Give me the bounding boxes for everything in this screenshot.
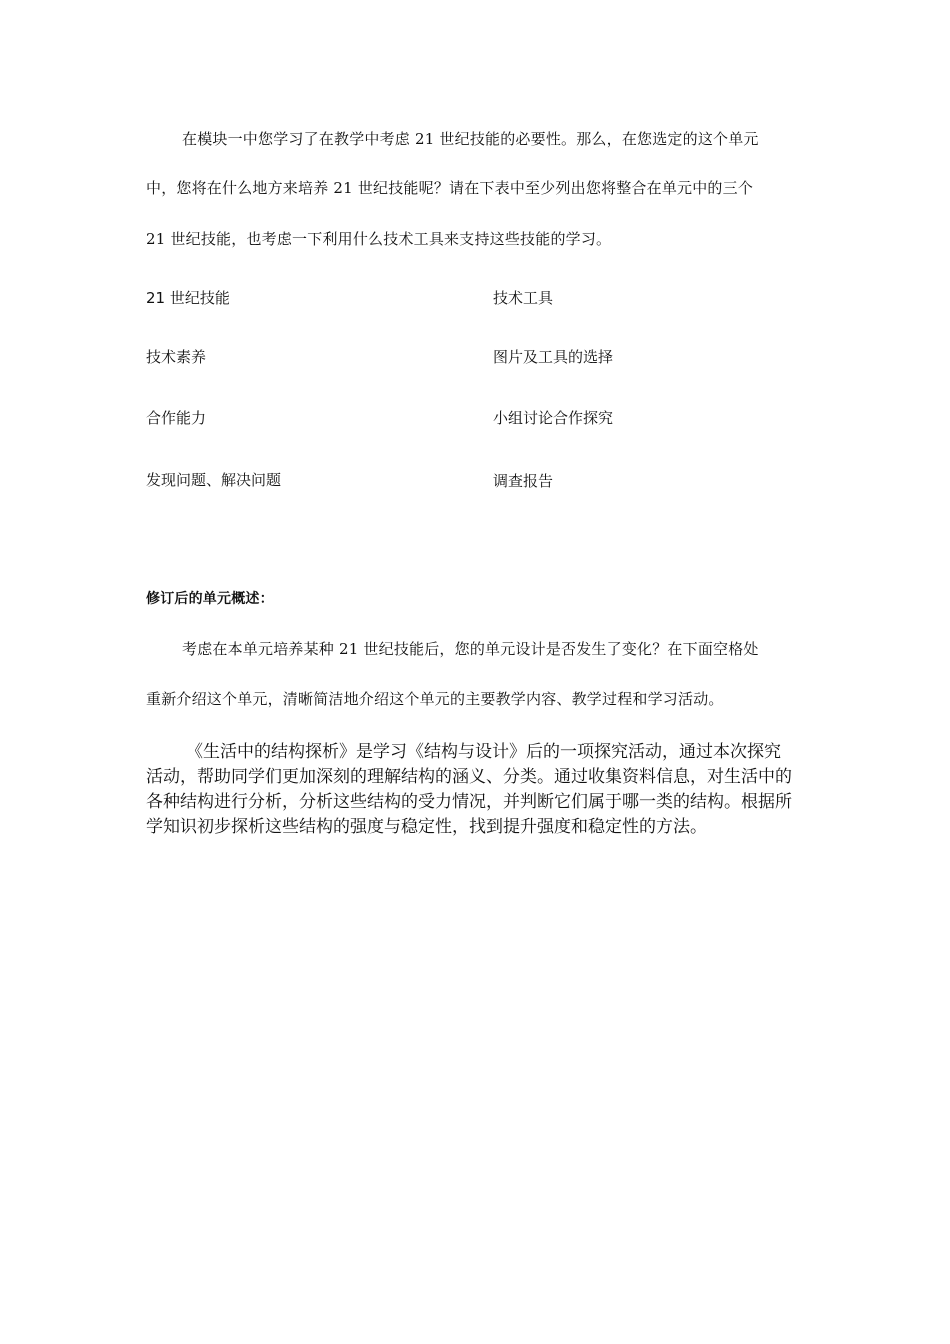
table-cell-skill: 发现问题、解决问题 xyxy=(146,471,282,489)
intro-line-2: 中，您将在什么地方来培养 21 世纪技能呢？请在下表中至少列出您将整合在单元中的三个 xyxy=(146,179,754,197)
table-cell-tool: 图片及工具的选择 xyxy=(493,348,614,366)
table-header-tools: 技术工具 xyxy=(493,289,554,307)
table-cell-tool: 调查报告 xyxy=(493,472,554,490)
table-cell-skill: 合作能力 xyxy=(146,409,207,427)
table-cell-skill: 技术素养 xyxy=(146,348,207,366)
table-cell-tool: 小组讨论合作探究 xyxy=(493,409,614,427)
unit-overview-paragraph: 《生活中的结构探析》是学习《结构与设计》后的一项探究活动，通过本次探究活动，帮助同学们更加深刻的理解结构的涵义、分类。通过收集资料信息，对生活中的各种结构进行分析，分析这些结构的受力情况，并判断它们属于哪一类的结构。根据所学知识初步探析这些结构的强度与稳定性，找到提升强度和稳定性的方法。 xyxy=(146,742,792,837)
instruction-line-2: 重新介绍这个单元，清晰简洁地介绍这个单元的主要教学内容、教学过程和学习活动。 xyxy=(146,690,724,708)
instruction-line-1: 考虑在本单元培养某种 21 世纪技能后，您的单元设计是否发生了变化？在下面空格处 xyxy=(182,640,759,658)
intro-line-1: 在模块一中您学习了在教学中考虑 21 世纪技能的必要性。那么，在您选定的这个单元 xyxy=(182,130,759,148)
intro-line-3: 21 世纪技能，也考虑一下利用什么技术工具来支持这些技能的学习。 xyxy=(146,230,612,248)
table-header-skills: 21 世纪技能 xyxy=(146,289,230,307)
revised-heading: 修订后的单元概述： xyxy=(146,591,274,607)
